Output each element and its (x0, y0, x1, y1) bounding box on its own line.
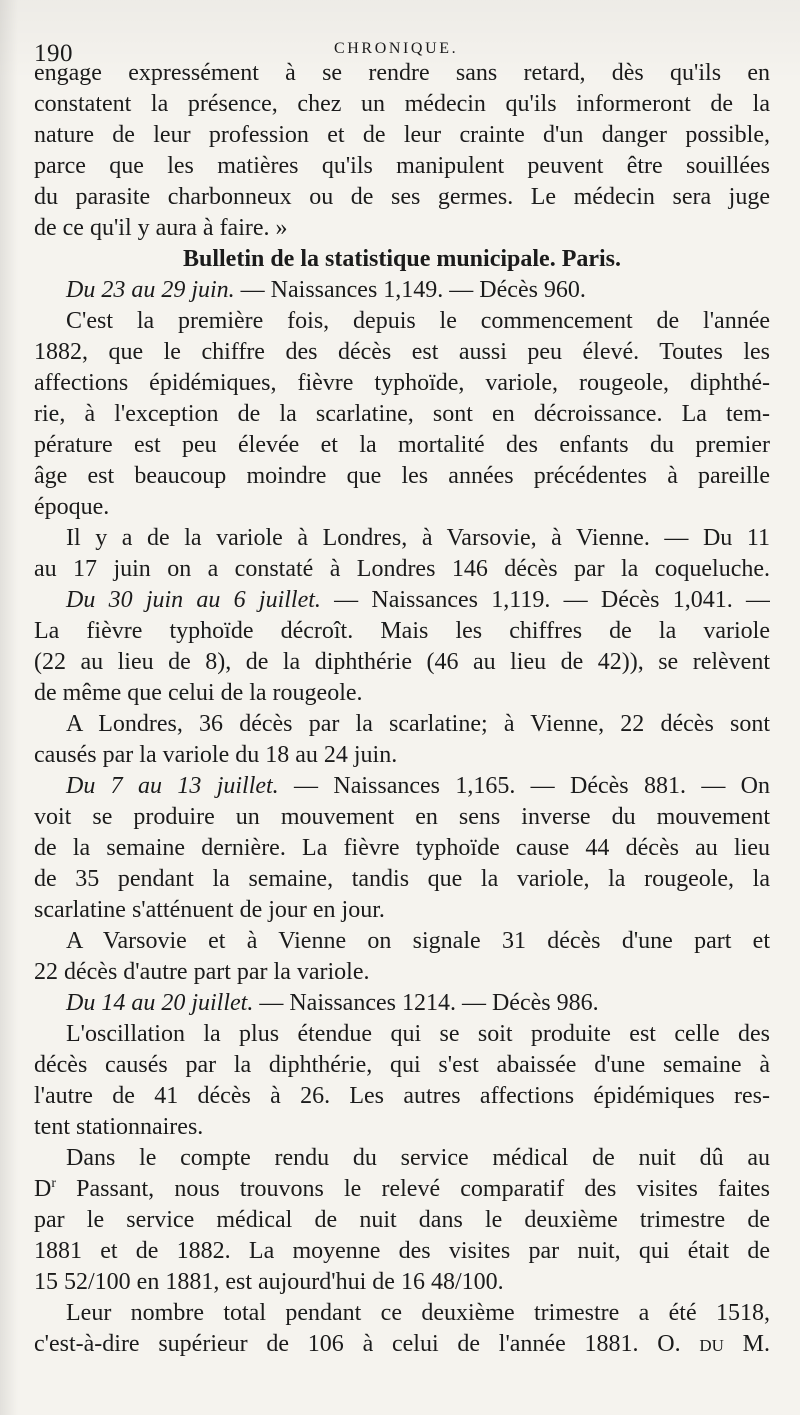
entry-date: Du 30 juin au 6 juillet. (66, 587, 321, 613)
text-line: rie, à l'exception de la scarlatine, sont en décroissance. La tem- (34, 401, 770, 427)
entry-date: Du 7 au 13 juillet. (66, 773, 279, 799)
text-line: parce que les matières qu'ils manipulent peuvent être souillées (34, 153, 770, 179)
closing-line (34, 1329, 770, 1360)
text-line: époque. (34, 494, 110, 520)
text-line: La fièvre typhoïde décroît. Mais les chiffres de la variole (34, 618, 770, 644)
text-line: décès causés par la diphthérie, qui s'est abaissée d'une semaine à (34, 1052, 770, 1078)
text-line: Leur nombre total pendant ce deuxième trimestre a été 1518, (66, 1300, 770, 1326)
text-line: âge est beaucoup moindre que les années précédentes à pareille (34, 463, 770, 489)
entry-date: Du 14 au 20 juillet. (66, 990, 254, 1016)
text-line: L'oscillation la plus étendue qui se soit produite est celle des (66, 1021, 770, 1047)
text-line: 1881 et de 1882. La moyenne des visites par nuit, qui était de (34, 1238, 770, 1264)
text-line: de 35 pendant la semaine, tandis que la variole, la rougeole, la (34, 866, 770, 892)
author-signature: O. du M. (657, 1331, 770, 1357)
text-line: pérature est peu élevée et la mortalité des enfants du premier (34, 432, 770, 458)
text-line: de ce qu'il y aura à faire. » (34, 215, 288, 241)
body-text (34, 58, 770, 1360)
text-line: de même que celui de la rougeole. (34, 680, 363, 706)
entry-date: Du 23 au 29 juin. (66, 277, 235, 303)
text-line: l'autre de 41 décès à 26. Les autres affections épidémiques res- (34, 1083, 770, 1109)
text-line: scarlatine s'atténuent de jour en jour. (34, 897, 385, 923)
entry-week-1 (34, 275, 770, 306)
text-line: 1882, que le chiffre des décès est aussi peu élevé. Toutes les (34, 339, 770, 365)
text-line: Dans le compte rendu du service médical de nuit dû au (66, 1145, 770, 1171)
entry-figures: — Naissances 1,165. — Décès 881. — On (278, 773, 770, 799)
text-line: 22 décès d'autre part par la variole. (34, 959, 370, 985)
entry-figures: — Naissances 1,149. — Décès 960. (234, 277, 586, 303)
text-line: engage expressément à se rendre sans retard, dès qu'ils en (34, 60, 770, 86)
text-line: (22 au lieu de 8), de la diphthérie (46 au lieu de 42)), se relèvent (34, 649, 770, 675)
text-line: 15 52/100 en 1881, est aujourd'hui de 16 48/100. (34, 1269, 504, 1295)
text-line: Il y a de la variole à Londres, à Varsovie, à Vienne. — Du 11 (66, 525, 770, 551)
text-line: nature de leur profession et de leur crainte d'un danger possible, (34, 122, 770, 148)
text-line (34, 1174, 770, 1205)
entry-week-4 (34, 988, 770, 1019)
text-line: C'est la première fois, depuis le commencement de l'année (66, 308, 770, 334)
text-line: voit se produire un mouvement en sens inverse du mouvement (34, 804, 770, 830)
page-number: 190 (34, 40, 73, 67)
entry-week-3 (34, 771, 770, 802)
text-line: affections épidémiques, fièvre typhoïde, variole, rougeole, diphthé- (34, 370, 770, 396)
section-heading: Bulletin de la statistique municipale. Paris. (182, 246, 622, 272)
text-line: tent stationnaires. (34, 1114, 204, 1140)
text-line: par le service médical de nuit dans le deuxième trimestre de (34, 1207, 770, 1233)
text-line: au 17 juin on a constaté à Londres 146 décès par la coqueluche. (34, 556, 770, 582)
text-fragment: Passant, nous trouvons le relevé comparatif des visites faites (56, 1176, 770, 1202)
entry-week-2 (34, 585, 770, 616)
text-line: A Londres, 36 décès par la scarlatine; à Vienne, 22 décès sont (66, 711, 770, 737)
text-line: du parasite charbonneux ou de ses germes. Le médecin sera juge (34, 184, 770, 210)
doctor-abbrev-superscript: r (51, 1176, 57, 1191)
text-fragment: c'est-à-dire supérieur de 106 à celui de l'année 1881. (34, 1331, 639, 1357)
section-title: CHRONIQUE. (334, 40, 459, 57)
entry-figures: — Naissances 1,119. — Décès 1,041. — (320, 587, 770, 613)
doctor-abbrev: D (34, 1176, 52, 1202)
text-line: constatent la présence, chez un médecin qu'ils informeront de la (34, 91, 770, 117)
text-line: causés par la variole du 18 au 24 juin. (34, 742, 398, 768)
entry-figures: — Naissances 1214. — Décès 986. (253, 990, 599, 1016)
text-line: de la semaine dernière. La fièvre typhoïde cause 44 décès au lieu (34, 835, 770, 861)
text-line: A Varsovie et à Vienne on signale 31 décès d'une part et (66, 928, 770, 954)
